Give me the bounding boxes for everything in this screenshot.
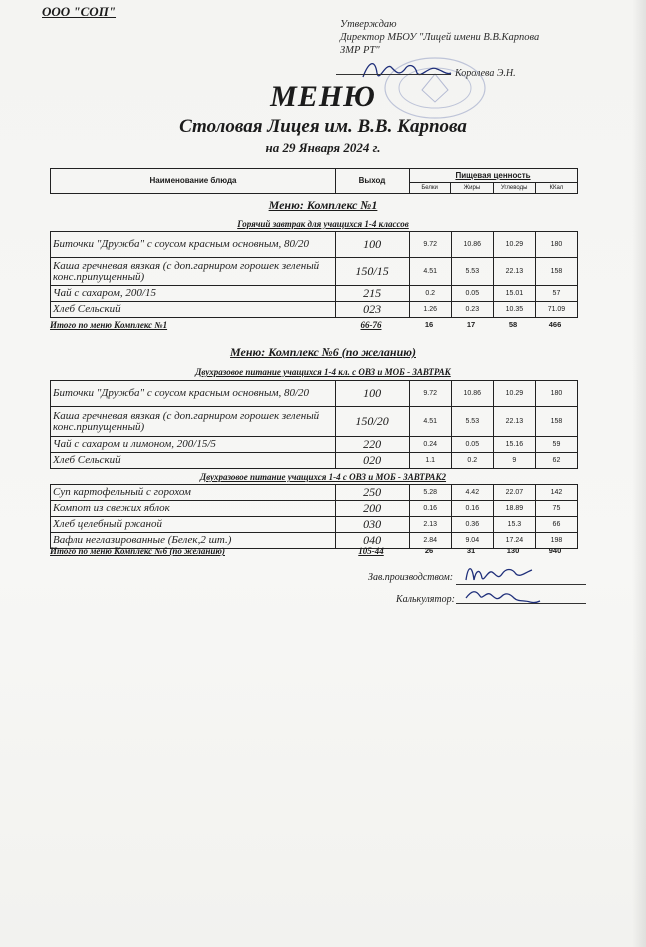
dish-fats: 0.05 bbox=[451, 286, 493, 302]
dish-name: Каша гречневая вязкая (с доп.гарниром горошек зеленый конс.припущенный) bbox=[51, 258, 336, 286]
header-output: Выход bbox=[335, 169, 410, 193]
dish-carbs: 10.29 bbox=[493, 381, 535, 407]
total-fats: 17 bbox=[466, 320, 476, 329]
dish-name: Каша гречневая вязкая (с доп.гарниром горошек зеленый конс.припущенный) bbox=[51, 407, 336, 437]
dish-carbs: 22.13 bbox=[493, 258, 535, 286]
dish-output: 020 bbox=[335, 453, 409, 469]
dish-output: 150/20 bbox=[335, 407, 409, 437]
table-row bbox=[51, 407, 578, 437]
dish-carbs: 17.24 bbox=[493, 533, 535, 549]
dish-proteins: 5.28 bbox=[409, 485, 451, 501]
table-row bbox=[51, 381, 578, 407]
dish-name: Вафли неглазированные (Белек,2 шт.) bbox=[51, 533, 336, 549]
dish-carbs: 10.35 bbox=[493, 302, 535, 318]
dish-output: 220 bbox=[335, 437, 409, 453]
dish-kcal: 62 bbox=[535, 453, 577, 469]
dish-kcal: 180 bbox=[535, 232, 577, 258]
dish-proteins: 1.1 bbox=[409, 453, 451, 469]
table-row bbox=[51, 232, 578, 258]
header-dish-name: Наименование блюда bbox=[51, 169, 336, 193]
header-proteins: Белки bbox=[409, 183, 451, 194]
menu1-title: Меню: Комплекс №1 bbox=[268, 198, 378, 212]
dish-output: 215 bbox=[335, 286, 409, 302]
dish-proteins: 1.26 bbox=[409, 302, 451, 318]
dish-name: Хлеб Сельский bbox=[51, 453, 336, 469]
production-signature-icon bbox=[462, 560, 542, 586]
dish-kcal: 66 bbox=[535, 517, 577, 533]
menu1-table bbox=[50, 231, 578, 318]
approval-signer: Королева Э.Н. bbox=[455, 68, 516, 79]
dish-carbs: 9 bbox=[493, 453, 535, 469]
dish-output: 250 bbox=[335, 485, 409, 501]
header-nutrition-title: Пищевая ценность bbox=[409, 169, 577, 183]
dish-kcal: 75 bbox=[535, 501, 577, 517]
dish-proteins: 0.16 bbox=[409, 501, 451, 517]
dish-name: Биточки "Дружба" с соусом красным основным, 80/20 bbox=[51, 381, 336, 407]
document-subtitle: Столовая Лицея им. В.В. Карпова bbox=[179, 116, 467, 137]
menu6-breakfast2-table bbox=[50, 484, 578, 549]
dish-name: Хлеб целебный ржаной bbox=[51, 517, 336, 533]
dish-kcal: 71.09 bbox=[535, 302, 577, 318]
dish-fats: 0.05 bbox=[451, 437, 493, 453]
table-row bbox=[51, 437, 578, 453]
dish-proteins: 9.72 bbox=[409, 232, 451, 258]
total-output: 66-76 bbox=[360, 320, 382, 330]
table-row bbox=[51, 517, 578, 533]
table-row bbox=[51, 485, 578, 501]
dish-proteins: 2.13 bbox=[409, 517, 451, 533]
dish-carbs: 22.07 bbox=[493, 485, 535, 501]
table-header bbox=[50, 168, 578, 194]
dish-name: Хлеб Сельский bbox=[51, 302, 336, 318]
calculator-signature-icon bbox=[462, 584, 542, 608]
dish-fats: 0.23 bbox=[451, 302, 493, 318]
dish-kcal: 57 bbox=[535, 286, 577, 302]
menu6-subtitle-breakfast2: Двухразовое питание учащихся 1-4 с ОВЗ и МОБ - ЗАВТРАК2 bbox=[199, 472, 447, 482]
dish-carbs: 15.16 bbox=[493, 437, 535, 453]
total-label: Итого по меню Комплекс №6 (по желанию) bbox=[50, 546, 225, 556]
dish-output: 100 bbox=[335, 381, 409, 407]
menu6-total bbox=[50, 546, 578, 558]
dish-output: 150/15 bbox=[335, 258, 409, 286]
approval-signature-line bbox=[336, 74, 451, 75]
dish-carbs: 18.89 bbox=[493, 501, 535, 517]
total-kcal: 466 bbox=[548, 320, 562, 329]
dish-name: Компот из свежих яблок bbox=[51, 501, 336, 517]
dish-proteins: 4.51 bbox=[409, 258, 451, 286]
table-row bbox=[51, 258, 578, 286]
dish-name: Чай с сахаром, 200/15 bbox=[51, 286, 336, 302]
menu1-subtitle: Горячий завтрак для учащихся 1-4 классов bbox=[237, 219, 409, 229]
total-carbs: 58 bbox=[508, 320, 518, 329]
dish-proteins: 2.84 bbox=[409, 533, 451, 549]
total-fats: 31 bbox=[466, 546, 476, 555]
menu6-subtitle-breakfast: Двухразовое питание учащихся 1-4 кл. с ОВЗ и МОБ - ЗАВТРАК bbox=[195, 367, 451, 377]
approval-line-1: Утверждаю bbox=[340, 19, 397, 30]
approval-line-2: Директор МБОУ "Лицей имени В.В.Карпова ЗМР РТ" bbox=[340, 32, 540, 56]
dish-carbs: 10.29 bbox=[493, 232, 535, 258]
dish-fats: 10.86 bbox=[451, 232, 493, 258]
dish-fats: 0.16 bbox=[451, 501, 493, 517]
document-date: на 29 Января 2024 г. bbox=[265, 140, 381, 155]
dish-fats: 5.53 bbox=[451, 407, 493, 437]
dish-kcal: 158 bbox=[535, 407, 577, 437]
dish-kcal: 198 bbox=[535, 533, 577, 549]
organization-name: ООО "СОП" bbox=[42, 4, 117, 19]
dish-fats: 0.36 bbox=[451, 517, 493, 533]
dish-output: 023 bbox=[335, 302, 409, 318]
total-label: Итого по меню Комплекс №1 bbox=[50, 320, 168, 330]
menu6-breakfast-table bbox=[50, 380, 578, 469]
header-kcal: ККал bbox=[549, 185, 564, 191]
dish-kcal: 180 bbox=[535, 381, 577, 407]
table-row bbox=[51, 501, 578, 517]
dish-output: 030 bbox=[335, 517, 409, 533]
dish-kcal: 59 bbox=[535, 437, 577, 453]
dish-output: 200 bbox=[335, 501, 409, 517]
menu1-total bbox=[50, 320, 578, 332]
dish-carbs: 15.01 bbox=[493, 286, 535, 302]
document-title: МЕНЮ bbox=[270, 80, 376, 113]
table-row bbox=[51, 286, 578, 302]
dish-fats: 4.42 bbox=[451, 485, 493, 501]
dish-fats: 5.53 bbox=[451, 258, 493, 286]
dish-proteins: 0.24 bbox=[409, 437, 451, 453]
dish-kcal: 142 bbox=[535, 485, 577, 501]
dish-name: Биточки "Дружба" с соусом красным основным, 80/20 bbox=[51, 232, 336, 258]
dish-fats: 0.2 bbox=[451, 453, 493, 469]
header-carbs: Углеводы bbox=[494, 183, 536, 194]
table-row bbox=[51, 453, 578, 469]
total-carbs: 130 bbox=[506, 546, 520, 555]
table-row bbox=[51, 302, 578, 318]
total-proteins: 16 bbox=[424, 320, 434, 329]
dish-kcal: 158 bbox=[535, 258, 577, 286]
dish-fats: 9.04 bbox=[451, 533, 493, 549]
dish-output: 100 bbox=[335, 232, 409, 258]
dish-carbs: 15.3 bbox=[493, 517, 535, 533]
dish-fats: 10.86 bbox=[451, 381, 493, 407]
header-fats: Жиры bbox=[451, 183, 493, 194]
total-kcal: 940 bbox=[548, 546, 562, 555]
total-output: 105-44 bbox=[358, 546, 384, 556]
dish-name: Суп картофельный с горохом bbox=[51, 485, 336, 501]
calculator-label: Калькулятор: bbox=[396, 594, 455, 605]
dish-proteins: 9.72 bbox=[409, 381, 451, 407]
production-manager-label: Зав.производством: bbox=[368, 572, 454, 583]
dish-name: Чай с сахаром и лимоном, 200/15/5 bbox=[51, 437, 336, 453]
dish-proteins: 0.2 bbox=[409, 286, 451, 302]
dish-carbs: 22.13 bbox=[493, 407, 535, 437]
menu6-title: Меню: Комплекс №6 (по желанию) bbox=[230, 345, 416, 359]
dish-output: 040 bbox=[335, 533, 409, 549]
dish-proteins: 4.51 bbox=[409, 407, 451, 437]
total-proteins: 26 bbox=[424, 546, 434, 555]
header-nutrition bbox=[409, 169, 577, 193]
